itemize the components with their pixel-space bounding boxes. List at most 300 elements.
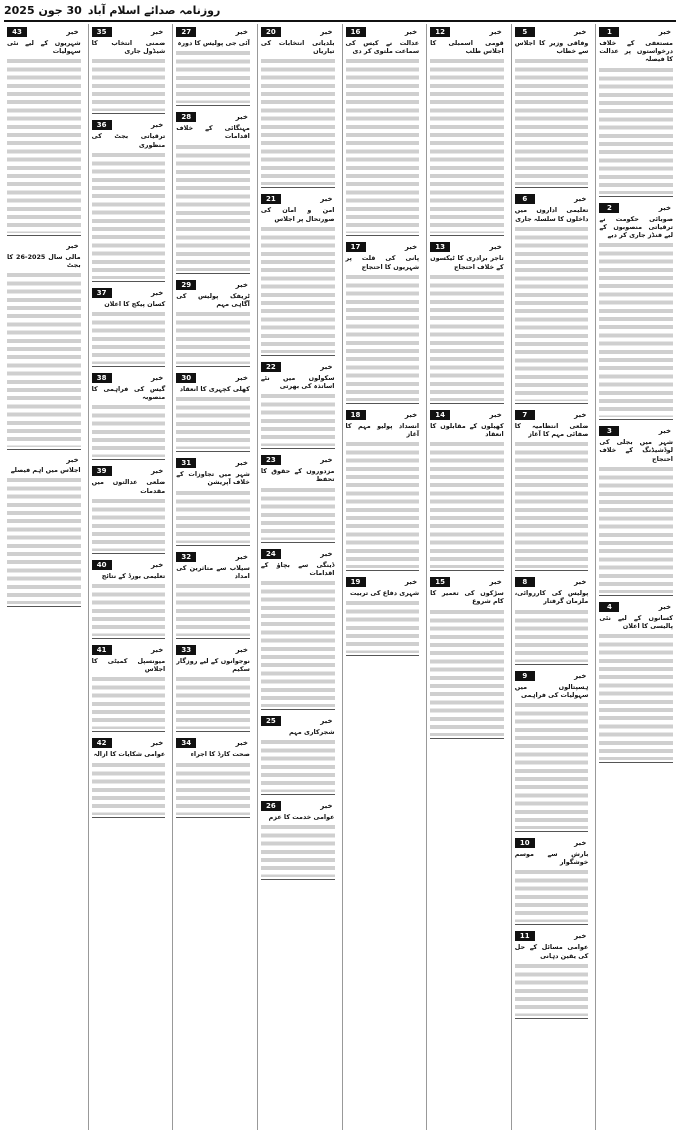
news-body-text	[261, 390, 335, 446]
item-divider	[346, 403, 420, 404]
news-lead-text: ترقیاتی بجٹ کی منظوری	[91, 132, 166, 149]
news-lead-text: کھیلوں کے مقابلوں کا انعقاد	[430, 421, 504, 439]
news-lead-text: عوامی خدمت کا عزم	[268, 813, 335, 822]
news-lead-text: قومی اسمبلی کا اجلاس طلب	[430, 39, 504, 56]
news-item-header	[261, 801, 335, 811]
khabar-label: خبر	[404, 243, 418, 252]
news-number-badge: 39	[92, 466, 112, 476]
news-number-badge: 7	[515, 410, 535, 420]
item-divider	[346, 235, 420, 236]
news-number-badge: 11	[515, 931, 535, 941]
news-item-header	[261, 27, 335, 37]
khabar-label: خبر	[404, 578, 418, 587]
masthead	[4, 0, 676, 22]
item-divider	[515, 187, 589, 188]
news-item	[92, 466, 166, 553]
khabar-label: خبر	[235, 459, 248, 468]
news-body-text	[176, 580, 250, 636]
news-lead-text: تعلیمی اداروں میں داخلوں کا سلسلہ جاری	[514, 206, 589, 223]
item-divider	[176, 731, 250, 732]
news-body-text	[599, 463, 673, 593]
news-item-header	[515, 410, 589, 420]
news-item	[599, 27, 673, 197]
news-body-text	[515, 699, 589, 829]
news-body-text	[176, 487, 250, 543]
news-column	[88, 24, 169, 1130]
news-column	[426, 24, 507, 1130]
news-item	[599, 426, 673, 596]
news-lead-text: شہریوں کے لیے نئی سہولیات	[7, 39, 81, 56]
news-number-badge: 14	[430, 410, 450, 420]
khabar-label: خبر	[235, 113, 248, 122]
khabar-label: خبر	[150, 373, 164, 382]
news-number-badge: 37	[92, 288, 112, 298]
news-item	[261, 27, 335, 188]
item-divider	[92, 113, 166, 114]
news-item-header	[430, 27, 504, 37]
item-divider	[7, 606, 81, 607]
khabar-label: خبر	[489, 578, 502, 587]
news-body-text	[346, 55, 420, 233]
news-number-badge: 6	[515, 194, 535, 204]
news-lead-text: پولیس کی کارروائی، ملزمان گرفتار	[514, 589, 589, 606]
item-divider	[599, 762, 673, 763]
news-number-badge: 3	[599, 426, 619, 436]
news-lead-text: ہسپتالوں میں سہولیات کی فراہمی	[514, 682, 589, 699]
news-item	[261, 801, 335, 880]
news-body-text	[515, 960, 589, 1016]
news-lead-text: بلدیاتی انتخابات کی تیاریاں	[260, 39, 335, 56]
news-item-header	[599, 426, 673, 436]
news-number-badge: 18	[346, 410, 366, 420]
item-divider	[515, 664, 589, 665]
news-item	[430, 410, 504, 571]
news-item	[92, 27, 166, 114]
news-item	[92, 373, 166, 460]
news-body-text	[7, 474, 81, 604]
news-body-text	[92, 495, 166, 551]
news-lead-text: شہر میں تجاوزات کے خلاف آپریشن	[176, 470, 250, 487]
item-divider	[515, 924, 589, 925]
news-body-text	[7, 269, 81, 447]
news-lead-text: عدالت نے کیس کی سماعت ملتوی کر دی	[345, 39, 420, 56]
news-item-header	[515, 194, 589, 204]
khabar-label: خبر	[574, 671, 587, 680]
item-divider	[176, 366, 250, 367]
news-lead-text: صوبائی حکومت نے ترقیاتی منصوبوں کے لیے فنڈز جاری کر دیے	[599, 214, 673, 240]
khabar-label: خبر	[150, 645, 164, 654]
item-divider	[261, 355, 335, 356]
news-body-text	[261, 821, 335, 877]
khabar-label: خبر	[150, 560, 164, 569]
news-body-text	[515, 866, 589, 922]
news-lead-text: مزدوروں کے حقوق کا تحفظ	[260, 467, 335, 484]
news-body-text	[176, 308, 250, 364]
khabar-label: خبر	[320, 456, 333, 465]
news-item-header	[92, 27, 166, 37]
item-divider	[261, 709, 335, 710]
news-item-header	[261, 362, 335, 372]
news-item-header	[346, 410, 420, 420]
khabar-label: خبر	[235, 280, 248, 289]
news-number-badge: 40	[92, 560, 112, 570]
news-lead-text: سکولوں میں نئے اساتذہ کی بھرتی	[260, 373, 335, 391]
news-lead-text: عوامی مسائل کے حل کی یقین دہانی	[514, 943, 589, 960]
khabar-label: خبر	[574, 838, 587, 847]
khabar-label: خبر	[66, 27, 79, 36]
news-number-badge: 13	[430, 242, 450, 252]
news-number-badge: 33	[176, 645, 196, 655]
khabar-label: خبر	[150, 288, 164, 297]
item-divider	[261, 187, 335, 188]
news-body-text	[430, 438, 504, 568]
news-body-text	[346, 271, 420, 401]
news-number-badge: 5	[515, 27, 535, 37]
news-lead-text: عوامی شکایات کا ازالہ	[93, 750, 166, 759]
news-item-header	[176, 373, 250, 383]
news-item-header	[430, 410, 504, 420]
item-divider	[176, 817, 250, 818]
item-divider	[430, 738, 504, 739]
news-item	[92, 560, 166, 639]
khabar-label: خبر	[150, 121, 164, 130]
news-body-text	[92, 401, 166, 457]
news-lead-text: صحت کارڈ کا اجراء	[190, 750, 250, 759]
news-number-badge: 38	[92, 373, 112, 383]
khabar-label: خبر	[320, 716, 333, 725]
news-body-text	[599, 64, 673, 194]
news-number-badge: 43	[7, 27, 27, 37]
item-divider	[176, 638, 250, 639]
item-divider	[176, 273, 250, 274]
news-body-text	[92, 55, 166, 111]
news-number-badge: 32	[176, 552, 196, 562]
khabar-label: خبر	[320, 195, 333, 204]
news-body-text	[261, 55, 335, 185]
item-divider	[346, 570, 420, 571]
item-divider	[261, 448, 335, 449]
khabar-label: خبر	[150, 467, 164, 476]
news-item	[7, 456, 81, 607]
khabar-label: خبر	[320, 362, 333, 371]
item-divider	[430, 403, 504, 404]
news-item	[599, 203, 673, 421]
item-divider	[176, 545, 250, 546]
news-body-text	[430, 271, 504, 401]
news-item-header	[176, 552, 250, 562]
news-item-header	[92, 288, 166, 298]
khabar-label: خبر	[658, 27, 671, 36]
news-lead-text: کسانوں کے لیے نئی پالیسی کا اعلان	[599, 613, 673, 631]
item-divider	[7, 235, 81, 236]
news-item-header	[261, 455, 335, 465]
news-item-header	[599, 602, 673, 612]
news-lead-text: ضلعی انتظامیہ کا صفائی مہم کا آغاز	[514, 421, 589, 439]
news-lead-text: نوجوانوں کے لیے روزگار سکیم	[176, 657, 250, 674]
news-item	[430, 27, 504, 236]
news-item	[261, 455, 335, 542]
item-divider	[515, 403, 589, 404]
news-item-header	[92, 738, 166, 748]
news-body-text	[92, 308, 166, 364]
news-item	[92, 120, 166, 281]
news-number-badge: 42	[92, 738, 112, 748]
news-item	[176, 552, 250, 639]
news-column	[257, 24, 338, 1130]
item-divider	[92, 459, 166, 460]
news-number-badge: 23	[261, 455, 281, 465]
news-item	[430, 242, 504, 403]
news-number-badge: 12	[430, 27, 450, 37]
khabar-label: خبر	[489, 410, 502, 419]
news-number-badge: 4	[599, 602, 619, 612]
news-item	[515, 577, 589, 664]
news-item	[176, 645, 250, 732]
news-item-header	[430, 242, 504, 252]
news-item	[515, 838, 589, 925]
news-number-badge: 28	[176, 112, 196, 122]
news-lead-text: انسداد پولیو مہم کا آغاز	[345, 421, 420, 439]
news-number-badge: 21	[261, 194, 281, 204]
news-item-header	[92, 645, 166, 655]
news-item-header	[261, 716, 335, 726]
news-item-header	[515, 931, 589, 941]
news-number-badge: 27	[176, 27, 196, 37]
news-lead-text: سڑکوں کی تعمیر کا کام شروع	[430, 589, 504, 606]
news-item	[7, 242, 81, 450]
news-item-header	[92, 560, 166, 570]
news-lead-text: سیلاب سے متاثرین کی امداد	[176, 563, 250, 580]
news-item-header	[176, 458, 250, 468]
news-number-badge: 34	[176, 738, 196, 748]
news-item-header	[515, 838, 589, 848]
news-item	[346, 410, 420, 571]
news-body-text	[515, 55, 589, 185]
news-item-header	[515, 671, 589, 681]
item-divider	[515, 570, 589, 571]
khabar-label: خبر	[320, 549, 333, 558]
news-lead-text: میونسپل کمیٹی کا اجلاس	[91, 657, 166, 674]
news-item	[430, 577, 504, 738]
news-body-text	[176, 673, 250, 729]
news-item	[261, 194, 335, 355]
news-body-text	[599, 239, 673, 417]
news-item-header	[515, 27, 589, 37]
khabar-label: خبر	[658, 427, 671, 436]
news-item	[346, 242, 420, 403]
item-divider	[430, 235, 504, 236]
news-item	[176, 280, 250, 367]
news-body-text	[92, 673, 166, 729]
news-item	[515, 931, 589, 1018]
news-lead-text: تاجر برادری کا ٹیکسوں کے خلاف احتجاج	[430, 254, 504, 271]
news-item-header	[7, 27, 81, 37]
news-number-badge: 9	[515, 671, 535, 681]
news-column	[172, 24, 253, 1130]
news-lead-text: ڈینگی سے بچاؤ کے اقدامات	[260, 560, 335, 577]
khabar-label: خبر	[320, 27, 333, 36]
item-divider	[430, 570, 504, 571]
news-number-badge: 20	[261, 27, 281, 37]
news-body-text	[92, 759, 166, 815]
news-item	[7, 27, 81, 236]
news-item-header	[599, 27, 673, 37]
khabar-label: خبر	[404, 27, 418, 36]
item-divider	[599, 595, 673, 596]
news-item-header	[7, 242, 81, 250]
news-number-badge: 36	[92, 120, 112, 130]
news-body-text	[261, 736, 335, 792]
news-column	[342, 24, 423, 1130]
news-body-text	[7, 55, 81, 233]
news-lead-text: شجرکاری مہم	[289, 728, 335, 737]
news-lead-text: شہر میں بجلی کی لوڈشیڈنگ کے خلاف احتجاج	[599, 438, 673, 463]
news-item	[346, 27, 420, 236]
khabar-label: خبر	[404, 410, 418, 419]
news-body-text	[430, 606, 504, 736]
news-item	[346, 577, 420, 656]
news-item-header	[261, 194, 335, 204]
news-number-badge: 26	[261, 801, 281, 811]
item-divider	[599, 196, 673, 197]
news-lead-text: کھلی کچہری کا انعقاد	[179, 385, 250, 394]
news-number-badge: 19	[346, 577, 366, 587]
news-item	[176, 27, 250, 106]
news-number-badge: 2	[599, 203, 619, 213]
khabar-label: خبر	[150, 27, 164, 36]
news-number-badge: 29	[176, 280, 196, 290]
news-body-text	[261, 577, 335, 707]
news-number-badge: 24	[261, 549, 281, 559]
item-divider	[261, 879, 335, 880]
news-item-header	[346, 577, 420, 587]
item-divider	[261, 794, 335, 795]
news-number-badge: 10	[515, 838, 535, 848]
item-divider	[176, 451, 250, 452]
khabar-label: خبر	[66, 242, 79, 251]
news-item	[176, 458, 250, 545]
news-lead-text: مالی سال 2025-26 کا بجٹ	[7, 252, 81, 269]
news-item-header	[599, 203, 673, 213]
item-divider	[599, 419, 673, 420]
item-divider	[176, 105, 250, 106]
news-item	[515, 671, 589, 832]
news-number-badge: 25	[261, 716, 281, 726]
khabar-label: خبر	[574, 410, 587, 419]
news-body-text	[176, 141, 250, 271]
item-divider	[7, 449, 81, 450]
news-item-header	[176, 645, 250, 655]
khabar-label: خبر	[235, 552, 248, 561]
news-body-text	[515, 223, 589, 401]
khabar-label: خبر	[489, 27, 502, 36]
khabar-label: خبر	[574, 578, 587, 587]
issue-date: 30 جون 2025	[4, 3, 82, 17]
news-lead-text: مستعفی کے خلاف درخواستوں پر عدالت کا فیصلہ	[599, 39, 673, 64]
news-number-badge: 22	[261, 362, 281, 372]
khabar-label: خبر	[150, 739, 164, 748]
news-lead-text: مہنگائی کے خلاف اقدامات	[176, 124, 250, 141]
news-item	[92, 738, 166, 817]
news-item	[92, 645, 166, 732]
news-lead-text: پانی کی قلت پر شہریوں کا احتجاج	[345, 254, 420, 271]
news-column	[511, 24, 592, 1130]
item-divider	[92, 281, 166, 282]
news-lead-text: شہری دفاع کی تربیت	[350, 589, 420, 598]
news-item-header	[346, 242, 420, 252]
item-divider	[346, 655, 420, 656]
news-item	[176, 738, 250, 817]
news-number-badge: 16	[346, 27, 366, 37]
item-divider	[515, 1018, 589, 1019]
khabar-label: خبر	[235, 739, 248, 748]
news-item-header	[261, 549, 335, 559]
news-body-text	[261, 223, 335, 353]
news-number-badge: 17	[346, 242, 366, 252]
news-lead-text: ضمنی انتخاب کا شیڈول جاری	[91, 39, 166, 56]
khabar-label: خبر	[489, 243, 502, 252]
khabar-label: خبر	[658, 203, 671, 212]
khabar-label: خبر	[235, 373, 248, 382]
news-column	[595, 24, 676, 1130]
news-number-badge: 1	[599, 27, 619, 37]
news-lead-text: آئی جی پولیس کا دورہ	[177, 39, 250, 47]
news-lead-text: اجلاس میں اہم فیصلے	[10, 466, 81, 475]
item-divider	[92, 731, 166, 732]
news-item-header	[92, 373, 166, 383]
news-item-header	[92, 466, 166, 476]
news-number-badge: 15	[430, 577, 450, 587]
news-item	[515, 194, 589, 403]
news-lead-text: تعلیمی بورڈ کے نتائج	[101, 571, 166, 580]
news-item	[92, 288, 166, 367]
news-body-text	[599, 630, 673, 760]
news-item	[176, 373, 250, 452]
news-item-header	[7, 456, 81, 464]
news-column	[4, 24, 84, 1130]
news-item	[261, 549, 335, 710]
item-divider	[92, 366, 166, 367]
newspaper-title: روزنامہ صدائے اسلام آباد	[87, 3, 221, 17]
news-body-text	[346, 597, 420, 653]
item-divider	[92, 817, 166, 818]
news-body-text	[430, 55, 504, 233]
khabar-label: خبر	[574, 195, 587, 204]
item-divider	[92, 638, 166, 639]
news-lead-text: بارش سے موسم خوشگوار	[514, 850, 589, 867]
news-item	[599, 602, 673, 763]
khabar-label: خبر	[574, 27, 587, 36]
news-item-header	[176, 280, 250, 290]
news-lead-text: ٹریفک پولیس کی آگاہی مہم	[176, 291, 250, 308]
news-number-badge: 8	[515, 577, 535, 587]
news-number-badge: 31	[176, 458, 196, 468]
news-lead-text: ضلعی عدالتوں میں مقدمات	[91, 478, 166, 495]
news-body-text	[515, 606, 589, 662]
news-lead-text: وفاقی وزیر کا اجلاس سے خطاب	[514, 39, 589, 56]
item-divider	[92, 553, 166, 554]
news-body-text	[176, 759, 250, 815]
news-item-header	[176, 27, 250, 37]
news-lead-text: گیس کی فراہمی کا منصوبہ	[91, 385, 166, 402]
khabar-label: خبر	[574, 932, 587, 941]
khabar-label: خبر	[658, 602, 671, 611]
news-item-header	[515, 577, 589, 587]
khabar-label: خبر	[320, 802, 333, 811]
news-body-text	[176, 393, 250, 449]
news-body-text	[92, 580, 166, 636]
news-lead-text: امن و امان کی صورتحال پر اجلاس	[260, 206, 335, 223]
